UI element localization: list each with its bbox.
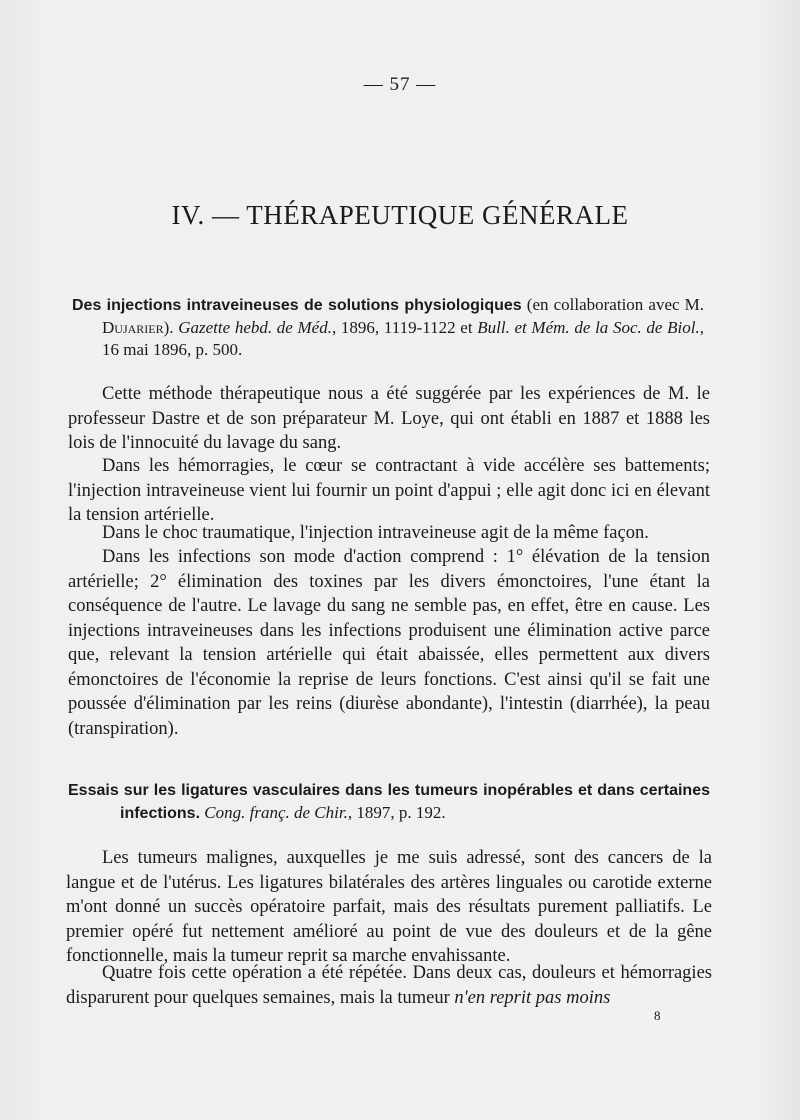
entry1-paragraph: Dans les hémorragies, le cœur se contractant à vide accélère ses battements; l'injection intraveineuse vient lui fournir un point d'appui ; elle agit donc ici en élevant la tension artérielle.	[68, 456, 710, 525]
entry2-title: Essais sur les ligatures vasculaires dans les tumeurs inopérables et dans certaines infections.	[68, 782, 710, 822]
entry1-collab: (en collaboration avec M.	[521, 295, 705, 314]
section-title: IV. — THÉRAPEUTIQUE GÉNÉRALE	[171, 200, 629, 230]
entry1-paragraph: Dans les infections son mode d'action comprend : 1° élévation de la tension artérielle; 2° élimination des toxines par les divers émonctoires, l'une étant la conséquence de l'autre. Le lavage du sang ne semble pas, en effet, être en cause. Les injections intraveineuses dans les infections produisent une élimination active parce que, relevant la tension artérielle qui était abaissée, elles permettent aux divers émonctoires de l'économie la reprise de leurs fonctions. C'est ainsi qu'il se fait une poussée d'élimination par les reins (diurèse abondante), l'intestin (diarrhée), la peau (transpiration).	[68, 547, 710, 739]
entry1-paragraph: Cette méthode thérapeutique nous a été suggérée par les expériences de M. le professeur Dastre et de son préparateur M. Loye, qui ont établi en 1887 et 1888 les lois de l'innocuité du lavage du sang.	[68, 384, 710, 453]
entry2-heading	[68, 779, 710, 825]
entry1-title: Des injections intraveineuses de solutions physiologiques	[72, 297, 522, 314]
entry1-heading	[72, 294, 704, 361]
entry2-cite: , 1897, p. 192.	[347, 803, 446, 822]
entry1-journal1: Gazette hebd. de Méd.	[178, 318, 332, 337]
entry2-last-paragraph	[66, 961, 712, 1010]
entry2-paragraph: Les tumeurs malignes, auxquelles je me suis adressé, sont des cancers de la langue et de l'utérus. Les ligatures bilatérales des artères linguales ou carotide externe m'ont donné un succès opératoire parfait, mais des résultats purement palliatifs. Le premier opéré fut nettement amélioré au point de vue des douleurs et de la gêne fonctionnelle, mais la tumeur reprit sa marche envahissante.	[66, 848, 712, 966]
entry1-author: Dujarier	[102, 318, 164, 337]
entry1-cite2: , 16 mai 1896, p. 500.	[102, 318, 704, 359]
entry2-last-italic: n'en reprit pas moins	[454, 987, 611, 1008]
page-number: — 57 —	[363, 74, 437, 95]
entry2-journal: Cong. franç. de Chir.	[204, 803, 348, 822]
entry2-last-text: Quatre fois cette opération a été répétée. Dans deux cas, douleurs et hémorragies disparurent pour quelques semaines, mais la tumeur	[66, 963, 712, 1008]
entry1-paragraph: Dans le choc traumatique, l'injection intraveineuse agit de la même façon.	[102, 523, 649, 543]
entry1-journal2: Bull. et Mém. de la Soc. de Biol.	[477, 318, 700, 337]
entry1-after-author: ).	[163, 318, 179, 337]
signature-mark: 8	[654, 1008, 661, 1023]
entry1-cite1: , 1896, 1119-1122 et	[331, 318, 478, 337]
